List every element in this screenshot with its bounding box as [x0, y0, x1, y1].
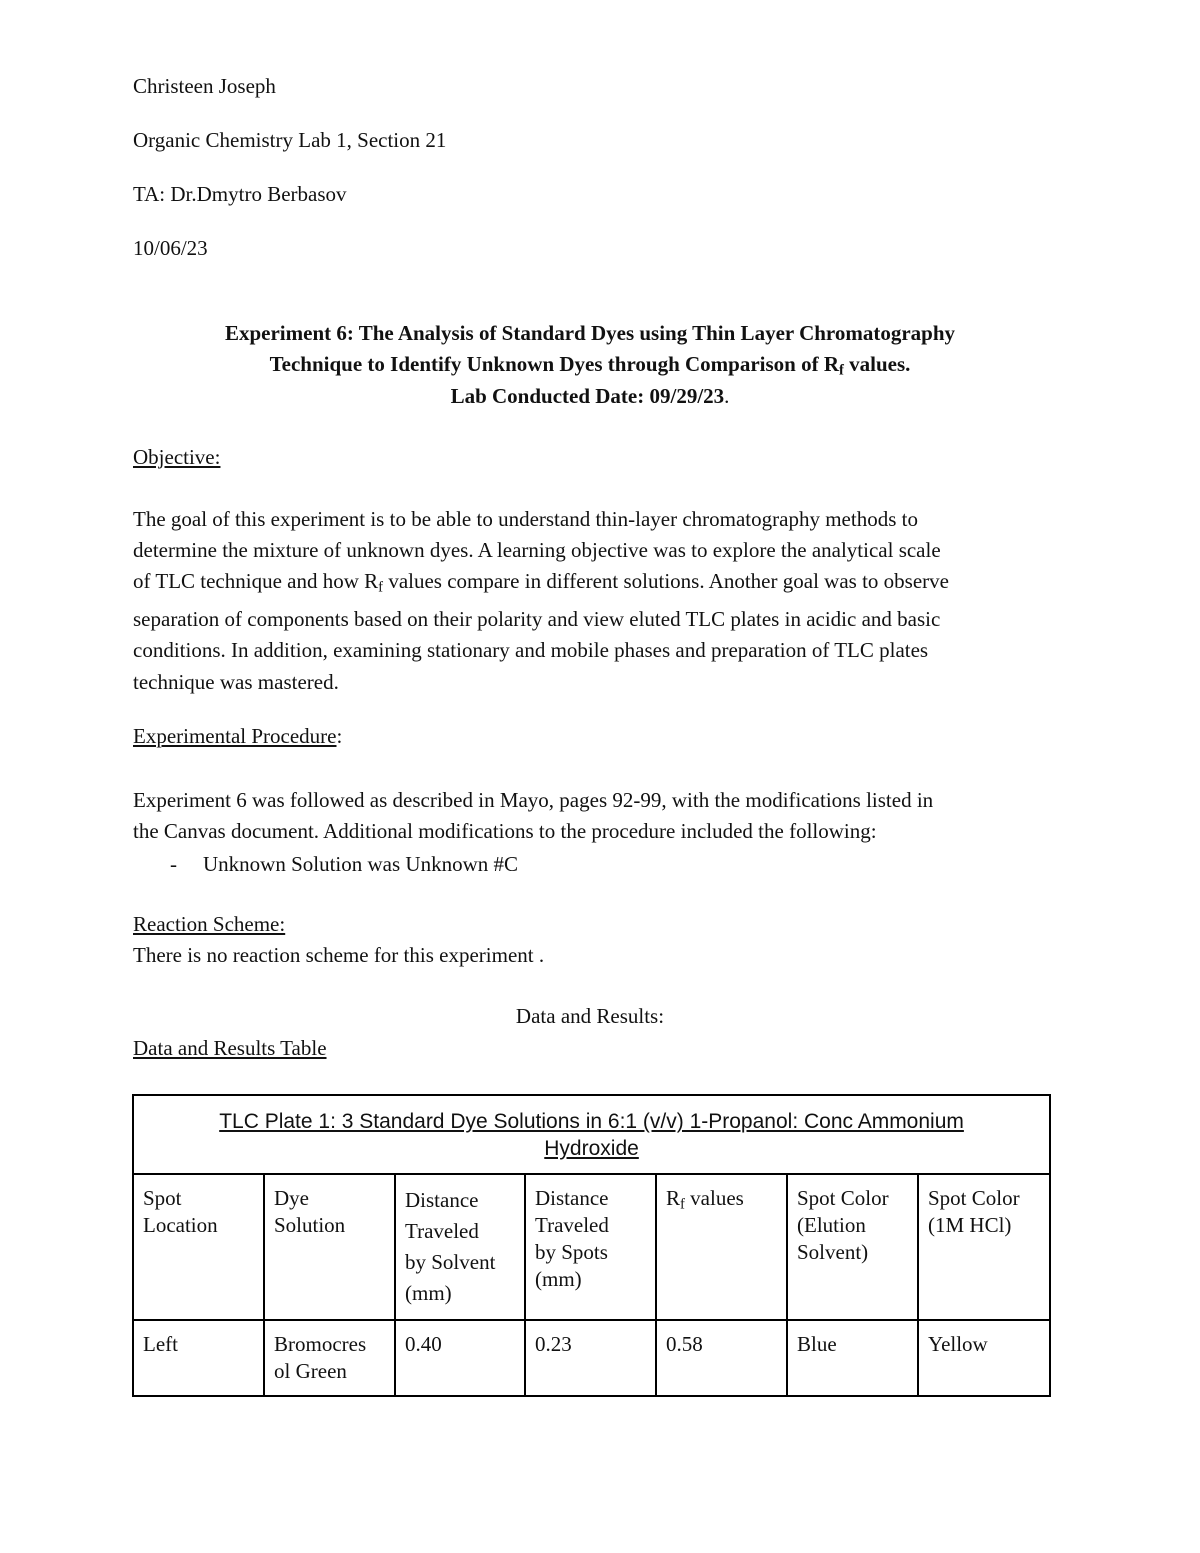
title-line-2-end: values.: [843, 352, 911, 376]
procedure-line: Experiment 6 was followed as described in Mayo, pages 92-99, with the modifications listed in: [133, 788, 934, 812]
procedure-heading: [133, 723, 342, 749]
procedure-heading-colon: :: [336, 724, 343, 748]
table-caption-line: TLC Plate 1: 3 Standard Dye Solutions in 6:1 (v/v) 1-Propanol: Conc Ammonium: [219, 1110, 964, 1133]
cell-rf-value: 0.58: [656, 1320, 787, 1396]
title-line-3: [133, 381, 1047, 411]
bullet-item: [0, 849, 1200, 880]
student-name: Christeen Joseph: [133, 74, 276, 98]
table-heading: Data and Results Table: [133, 1036, 327, 1060]
header-text: Distance: [405, 1188, 479, 1212]
table-row: [133, 1320, 1050, 1396]
cell-dye-solution: [264, 1320, 395, 1396]
objective-line-3-end: values compare in different solutions. Another goal was to observe: [383, 569, 949, 594]
cell-distance-solvent: 0.40: [395, 1320, 525, 1396]
results-heading: Data and Results:: [515, 1004, 665, 1028]
header-text: (mm): [535, 1267, 582, 1291]
header-text: Spot Color: [928, 1186, 1020, 1210]
title-line-1: Experiment 6: The Analysis of Standard Dyes using Thin Layer Chromatography: [224, 321, 956, 345]
header-distance-spots: [525, 1174, 656, 1320]
header-color-hcl: [918, 1174, 1050, 1320]
objective-line: determine the mixture of unknown dyes. A learning objective was to explore the analytical scale: [133, 538, 941, 563]
cell-text: Bromocres: [274, 1332, 367, 1356]
header-text: Dye: [274, 1186, 309, 1210]
header-distance-solvent: [395, 1174, 525, 1320]
cell-text: ol Green: [274, 1359, 347, 1383]
procedure-paragraph: [133, 785, 1063, 847]
header-text: Spot Color: [797, 1186, 889, 1210]
cell-distance-spots: 0.23: [525, 1320, 656, 1396]
results-table: [132, 1094, 1051, 1397]
cell-color-hcl: Yellow: [918, 1320, 1050, 1396]
header-rf-values: [656, 1174, 787, 1320]
objective-heading: Objective:: [133, 445, 221, 469]
report-date: 10/06/23: [133, 236, 208, 260]
reaction-heading: Reaction Scheme:: [133, 912, 286, 936]
header-text: (mm): [405, 1281, 452, 1305]
header-text: Traveled: [535, 1213, 609, 1237]
procedure-line: the Canvas document. Additional modifications to the procedure included the following:: [133, 819, 877, 844]
ta-name: TA: Dr.Dmytro Berbasov: [133, 182, 347, 206]
objective-line: separation of components based on their polarity and view eluted TLC plates in acidic and basic: [133, 607, 941, 632]
header-text: Location: [143, 1213, 218, 1237]
title-line-2-text: Technique to Identify Unknown Dyes through Comparison of R: [269, 352, 840, 376]
header-text: Spot: [143, 1186, 182, 1210]
objective-line: The goal of this experiment is to be able to understand thin-layer chromatography methods to: [133, 507, 918, 531]
header-text: Distance: [535, 1186, 609, 1210]
header-dye-solution: [264, 1174, 395, 1320]
title-line-3-period: .: [724, 384, 730, 408]
rf-subscript: f: [378, 580, 384, 597]
header-color-elution: [787, 1174, 918, 1320]
reaction-text: There is no reaction scheme for this experiment .: [133, 943, 545, 967]
header-text: (1M HCl): [928, 1213, 1012, 1237]
header-text: Solvent): [797, 1240, 869, 1264]
header-text: Traveled: [405, 1219, 479, 1243]
objective-paragraph: [133, 504, 1063, 698]
header-text: by Spots: [535, 1240, 608, 1264]
objective-line: technique was mastered.: [133, 669, 339, 694]
header-text: values: [684, 1186, 744, 1210]
objective-line: conditions. In addition, examining stationary and mobile phases and preparation of TLC plates: [133, 638, 929, 663]
header-spot-location: [133, 1174, 264, 1320]
table-header-row: [133, 1174, 1050, 1320]
bullet-text: Unknown Solution was Unknown #C: [203, 852, 519, 876]
header-text: R: [666, 1186, 681, 1210]
header-text: (Elution: [797, 1213, 866, 1237]
lab-conducted-date: Lab Conducted Date: 09/29/23: [450, 384, 725, 408]
table-caption-line: Hydroxide: [544, 1137, 639, 1160]
objective-line-3-text: of TLC technique and how R: [133, 569, 379, 594]
cell-color-elution: Blue: [787, 1320, 918, 1396]
bullet-dash: -: [170, 852, 177, 876]
rf-subscript: f: [839, 362, 844, 379]
course-info: Organic Chemistry Lab 1, Section 21: [133, 128, 447, 152]
cell-spot-location: Left: [133, 1320, 264, 1396]
rf-subscript: f: [680, 1196, 685, 1213]
header-text: by Solvent: [405, 1250, 496, 1274]
objective-line: [133, 566, 1063, 604]
table-caption: [133, 1095, 1050, 1174]
procedure-heading-text: Experimental Procedure: [133, 724, 337, 748]
header-text: Solution: [274, 1213, 346, 1237]
